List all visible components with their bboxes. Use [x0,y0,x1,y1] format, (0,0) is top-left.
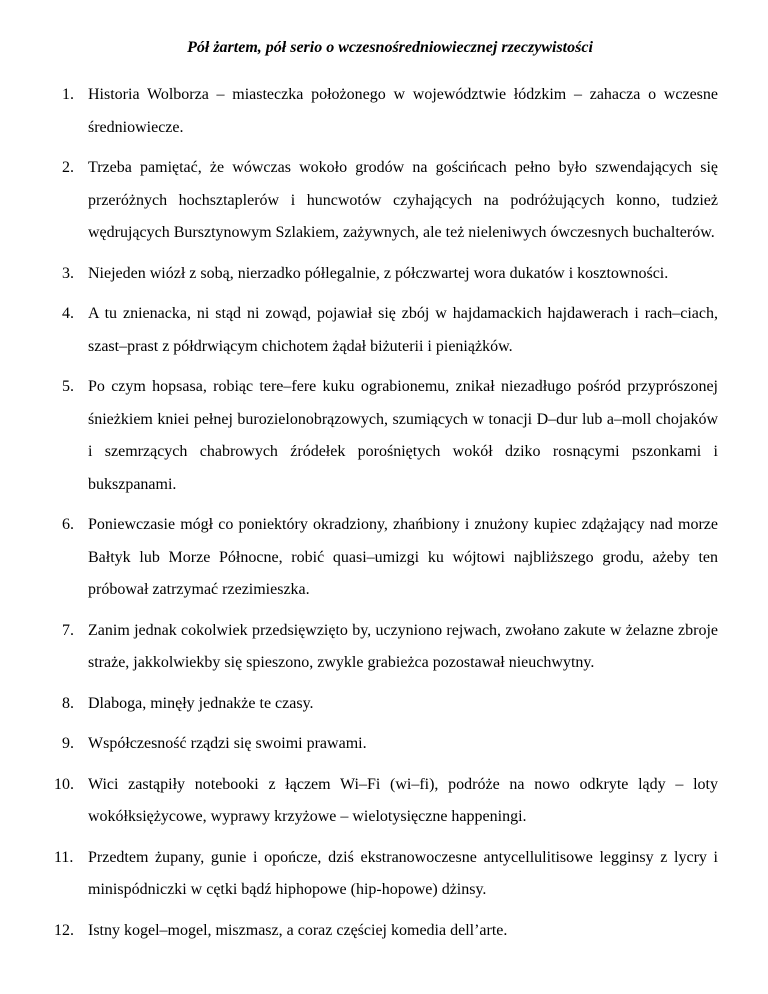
list-item-number: 1. [62,86,74,103]
list-item-text: Trzeba pamiętać, że wówczas wokoło grodów na gościńcach pełno było szwendających się przeróżnych hochsztaplerów i huncwotów czyhających na podróżujących konno, tudzież wędrujących Bursztynowym Szlakiem, zażywnych, ale też nieleniwych ówczesnych buchalterów. [88,159,718,241]
list-item [62,688,718,721]
numbered-list [54,79,718,947]
list-item-text: Po czym hopsasa, robiąc tere–fere kuku ograbionemu, znikał niezadługo pośród przyprószonej śnieżkiem kniei pełnej burozielonobrązowych, szumiących w tonacji D–dur lub a–moll chojaków i szemrzących chabrowych źródełek porośniętych wokół dziko rosnącymi pszonkami i bukszpanami. [88,378,718,493]
list-item-number: 10. [54,775,74,793]
list-item-text: Niejeden wiózł z sobą, nierzadko półlegalnie, z półczwartej wora dukatów i kosztowności. [88,264,669,282]
list-item [62,509,718,607]
list-item [62,298,718,363]
list-item-number: 9. [62,735,74,752]
list-item [62,728,718,761]
list-item-text: Dlaboga, minęły jednakże te czasy. [88,694,314,712]
list-item-number: 3. [62,264,74,282]
list-item-text: Przedtem żupany, gunie i opończe, dziś ekstranowoczesne antycellulitisowe legginsy z lycry i minispódniczki w cętki bądź hiphopowe (hip-hopowe) dżinsy. [88,848,718,898]
list-item [62,152,718,250]
list-item-text: Współczesność rządzi się swoimi prawami. [88,735,367,752]
list-item-text: Poniewczasie mógł co poniektóry okradziony, zhańbiony i znużony kupiec zdążający nad morze Bałtyk lub Morze Północne, robić quasi–umizgi ku wójtowi najbliższego grodu, ażeby ten próbował zatrzymać rzezimieszka. [88,516,718,598]
list-item-text: Istny kogel–mogel, miszmasz, a coraz częściej komedia dell’arte. [88,921,508,939]
list-item-number: 11. [54,848,74,866]
list-item [54,842,718,907]
list-item-text: A tu znienacka, ni stąd ni zowąd, pojawiał się zbój w hajdamackich hajdawerach i rach–ciach, szast–prast z półdrwiącym chichotem żądał biżuterii i pieniążków. [88,305,718,355]
list-item [62,79,718,144]
list-item [54,915,718,948]
list-item [62,615,718,680]
list-item [62,371,718,501]
list-item-number: 6. [62,516,74,533]
list-item [62,258,718,291]
list-item-number: 8. [62,694,74,712]
document-title: Pół żartem, pół serio o wczesnośredniowiecznej rzeczywistości [187,39,593,56]
list-item [54,769,718,834]
list-item-number: 7. [62,621,74,639]
list-item-number: 12. [54,921,74,939]
list-item-number: 2. [62,159,74,176]
list-item-number: 4. [62,305,74,322]
list-item-number: 5. [62,378,74,395]
list-item-text: Historia Wolborza – miasteczka położonego w województwie łódzkim – zahacza o wczesne średniowiecze. [88,86,718,136]
list-item-text: Zanim jednak cokolwiek przedsięwzięto by, uczyniono rejwach, zwołano zakute w żelazne zbroje straże, jakkolwiekby się spieszono, zwykle grabieżca pozostawał nieuchwytny. [88,621,718,671]
list-item-text: Wici zastąpiły notebooki z łączem Wi–Fi (wi–fi), podróże na nowo odkryte lądy – loty wokółksiężycowe, wyprawy krzyżowe – wielotysięczne happeningi. [88,775,718,825]
